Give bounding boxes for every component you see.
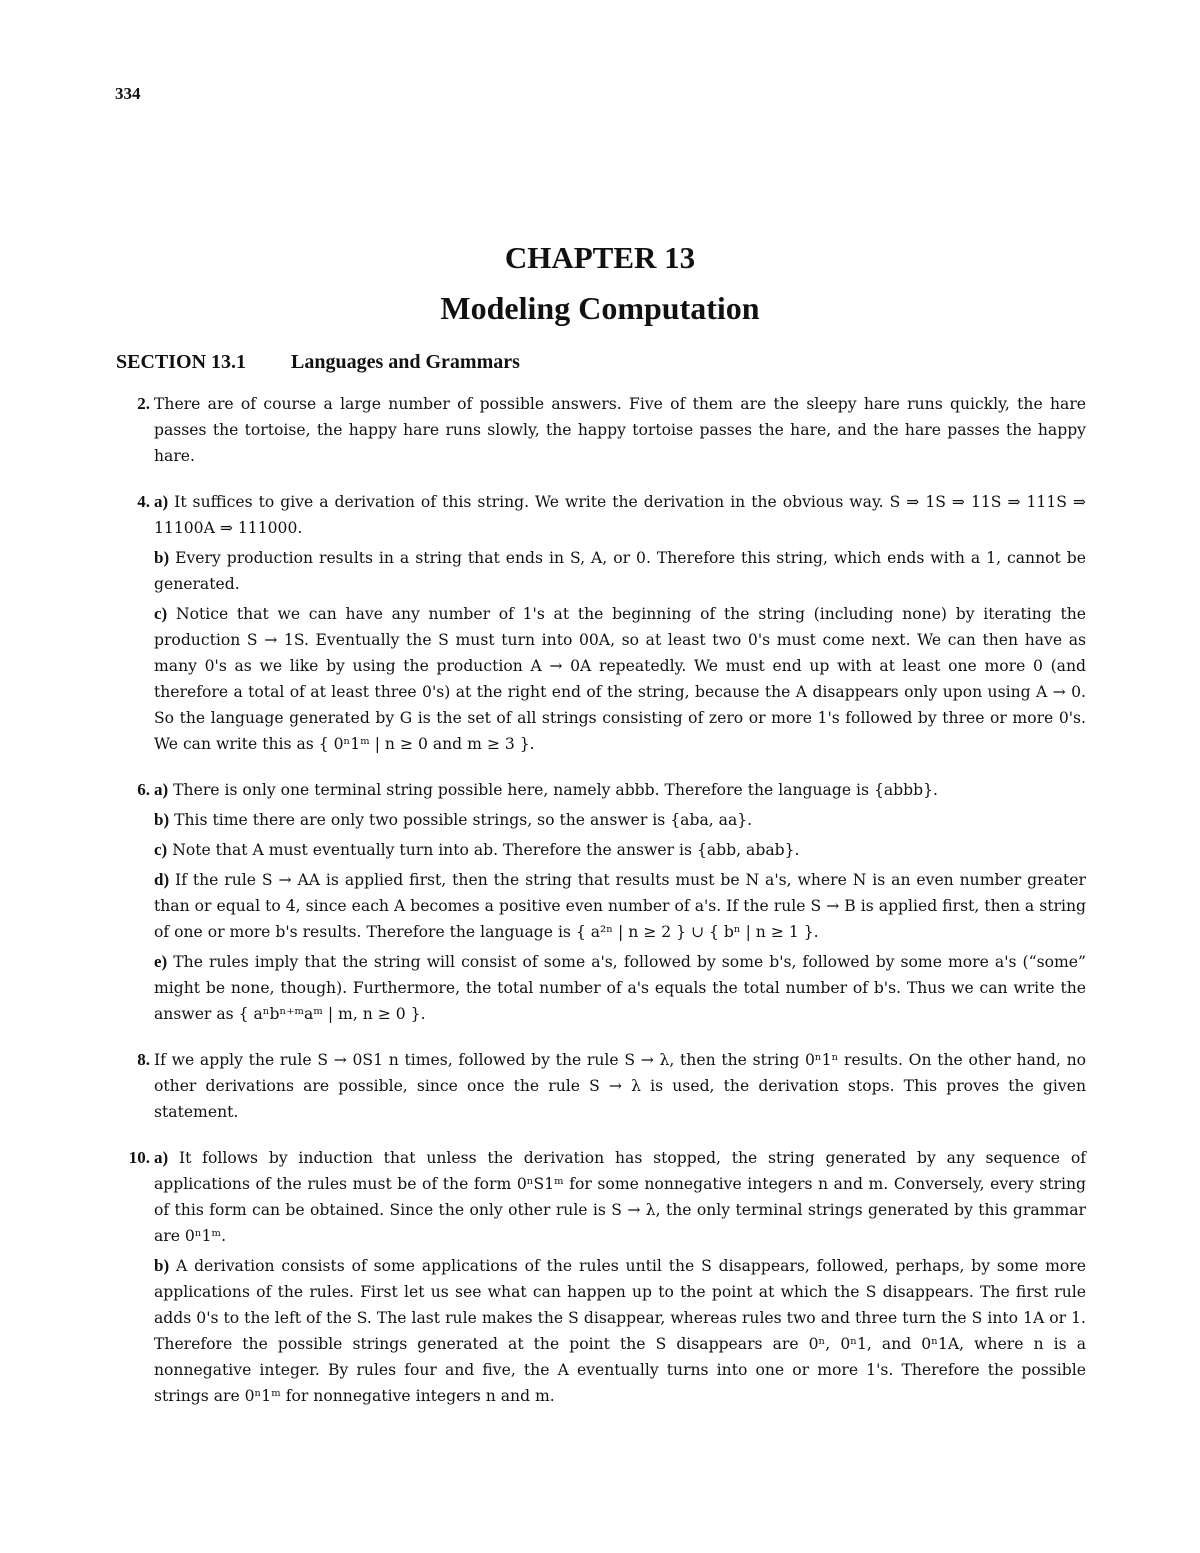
part-text: It follows by induction that unless the derivation has stopped, the string generated by any sequence of applications of the rules must be of the form 0ⁿS1ᵐ for some nonnegative integers n and m. Conversely, every string of this form can be obtained. Since the only other rule is S → λ, the only terminal strings generated by this grammar are 0ⁿ1ᵐ. [154,1149,1086,1245]
problem-number: 6. [137,780,150,799]
part-text: Note that A must eventually turn into ab. Therefore the answer is {abb, abab}. [172,841,800,859]
section-number: SECTION 13.1 [116,351,247,373]
part-a [154,1145,1086,1249]
chapter-title: Modeling Computation [440,290,760,326]
part-label: b) [154,1256,170,1275]
part-text: If the rule S → AA is applied first, then the string that results must be N a's, where N is an even number greater than or equal to 4, since each A becomes a positive even number of a's. If the rule S → B is applied first, then a string of one or more b's results. Therefore the language is { a²ⁿ | n ≥ 2 } ∪ { bⁿ | n ≥ 1 }. [154,871,1086,941]
page-number: 334 [115,84,141,103]
part-text: It suffices to give a derivation of this string. We write the derivation in the obvious way. S ⇒ 1S ⇒ 11S ⇒ 111S ⇒ 11100A ⇒ 111000. [154,493,1086,537]
part-label: e) [154,952,168,971]
problem-6 [116,777,1086,1027]
part-label: b) [154,548,170,567]
part-label: c) [154,840,168,859]
part-text: Every production results in a string that ends in S, A, or 0. Therefore this string, which ends with a 1, cannot be generated. [154,549,1086,593]
part-label: a) [154,780,169,799]
part-d [154,867,1086,945]
problem-8 [116,1047,1086,1125]
problem-text: If we apply the rule S → 0S1 n times, followed by the rule S → λ, then the string 0ⁿ1ⁿ results. On the other hand, no other derivations are possible, since once the rule S → λ is used, the derivation stops. This proves the given statement. [154,1051,1086,1121]
part-text: The rules imply that the string will consist of some a's, followed by some b's, followed by some more a's (“some” might be none, though). Furthermore, the total number of a's equals the total number of b's. Thus we can write the answer as { aⁿbⁿ⁺ᵐaᵐ | m, n ≥ 0 }. [154,953,1086,1023]
problem-10 [116,1145,1086,1409]
problem-number: 4. [137,492,150,511]
part-c [154,837,1086,863]
problem-4 [116,489,1086,757]
problem-number: 10. [128,1148,150,1167]
part-text: There is only one terminal string possible here, namely abbb. Therefore the language is {abbb}. [173,781,939,799]
chapter-label: CHAPTER 13 [504,240,696,275]
problem-number: 2. [137,394,150,413]
part-b [154,545,1086,597]
part-e [154,949,1086,1027]
part-a [154,489,1086,541]
part-label: c) [154,604,168,623]
exercise-solutions [116,391,1086,1429]
part-text: A derivation consists of some applications of the rules until the S disappears, followed, perhaps, by some more applications of the rules. First let us see what can happen up to the point at which the S disappears. The first rule adds 0's to the left of the S. The last rule makes the S disappear, whereas rules two and three turn the S into 1A or 1. Therefore the possible strings generated at the point the S disappears are 0ⁿ, 0ⁿ1, and 0ⁿ1A, where n is a nonnegative integer. By rules four and five, the A eventually turns into one or more 1's. Therefore the possible strings are 0ⁿ1ᵐ for nonnegative integers n and m. [154,1257,1086,1405]
part-b [154,1253,1086,1409]
part-text: This time there are only two possible strings, so the answer is {aba, aa}. [174,811,753,829]
part-text: Notice that we can have any number of 1's at the beginning of the string (including none) by iterating the production S → 1S. Eventually the S must turn into 00A, so at least two 0's must come next. We can then have as many 0's as we like by using the production A → 0A repeatedly. We must end up with at least one more 0 (and therefore a total of at least three 0's) at the right end of the string, because the A disappears only upon using A → 0. So the language generated by G is the set of all strings consisting of zero or more 1's followed by three or more 0's. We can write this as { 0ⁿ1ᵐ | n ≥ 0 and m ≥ 3 }. [154,605,1086,753]
part-label: b) [154,810,170,829]
part-c [154,601,1086,757]
problem-text: There are of course a large number of possible answers. Five of them are the sleepy hare runs quickly, the hare passes the tortoise, the happy hare runs slowly, the happy tortoise passes the hare, and the hare passes the happy hare. [154,395,1086,465]
problem-number: 8. [137,1050,150,1069]
section-title: Languages and Grammars [291,351,520,373]
part-label: d) [154,870,170,889]
part-label: a) [154,1148,169,1167]
section-heading [116,351,520,374]
part-label: a) [154,492,169,511]
part-a [154,777,1086,803]
part-b [154,807,1086,833]
problem-2 [116,391,1086,469]
